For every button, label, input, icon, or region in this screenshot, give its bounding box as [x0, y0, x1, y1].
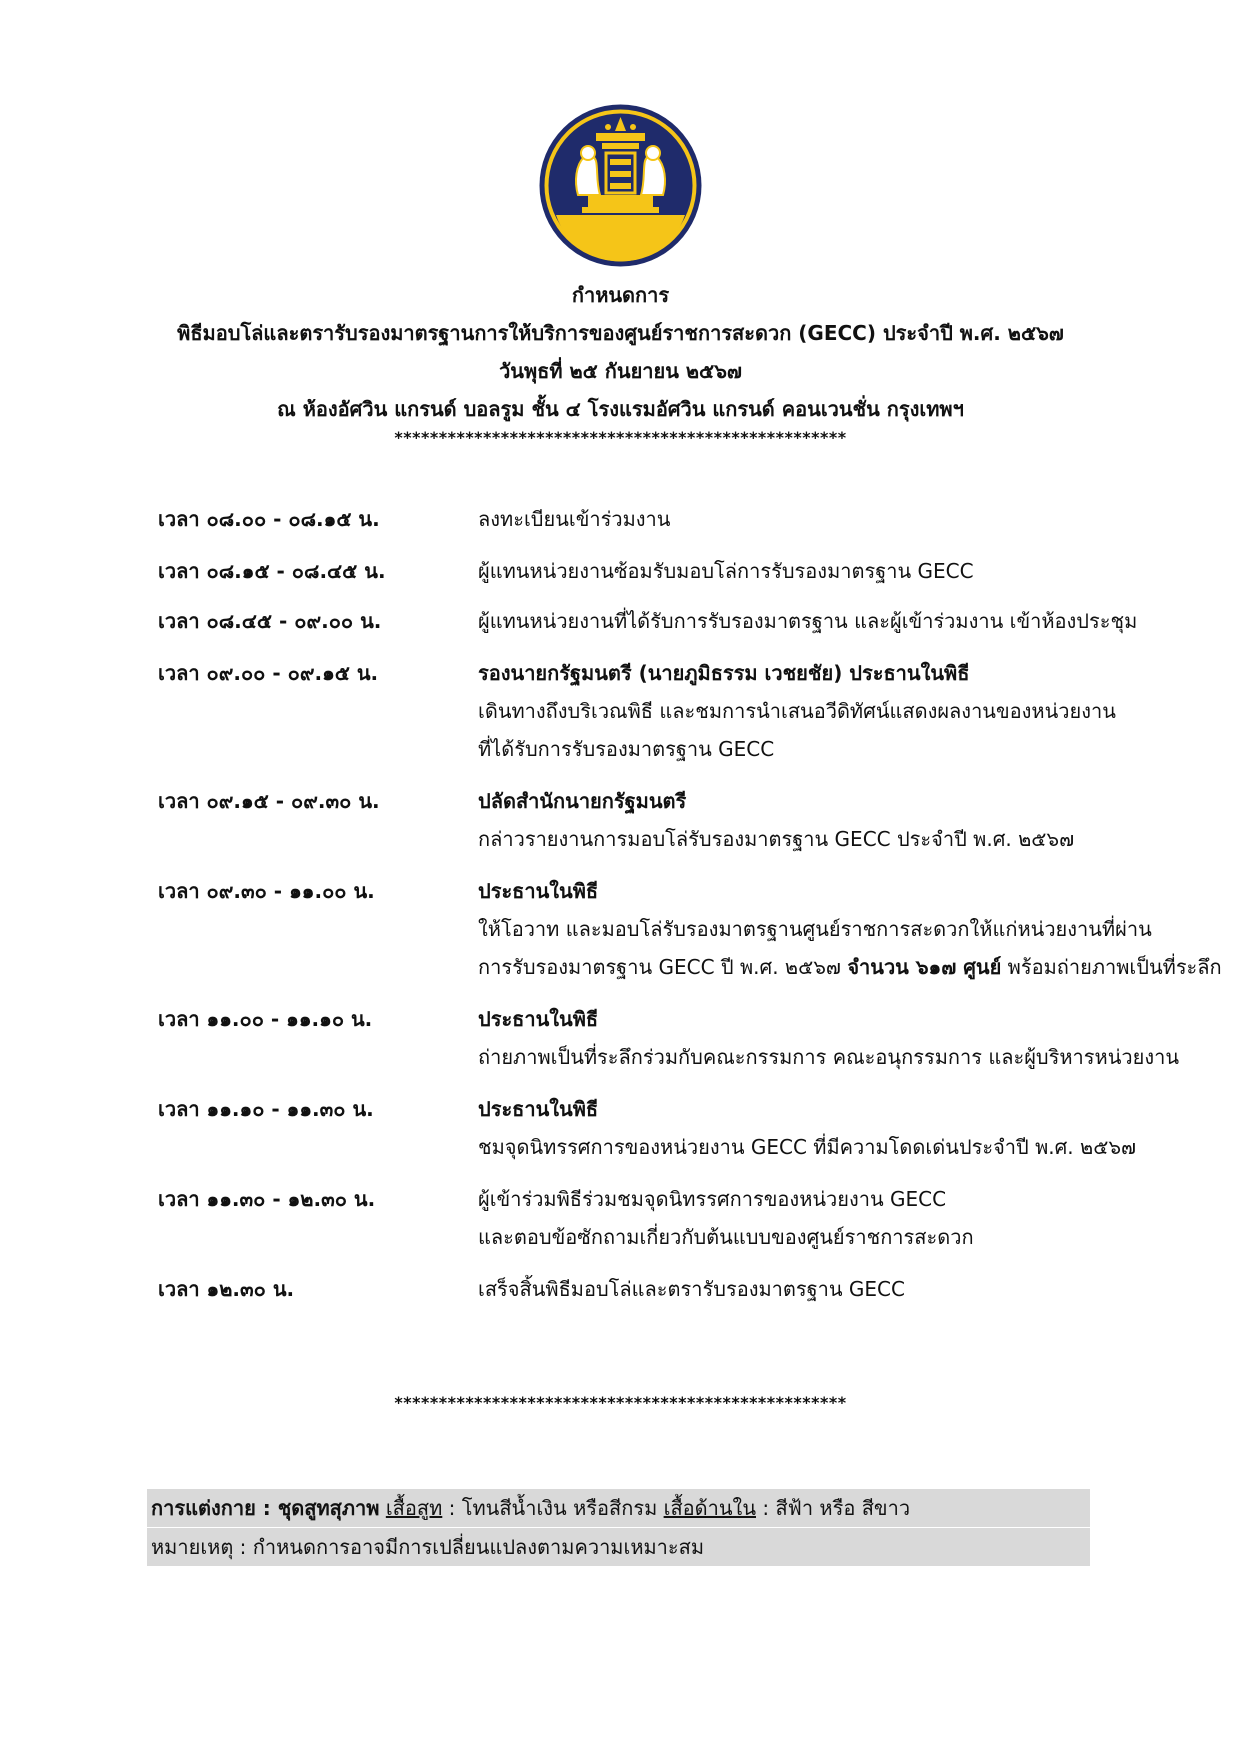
- schedule-line: ผู้เข้าร่วมพิธีร่วมชมจุดนิทรรศการของหน่วยงาน GECC: [478, 1187, 947, 1211]
- schedule-detail: [478, 1180, 1188, 1256]
- schedule-line: ผู้แทนหน่วยงานที่ได้รับการรับรองมาตรฐาน และผู้เข้าร่วมงาน เข้าห้องประชุม: [478, 609, 1138, 633]
- schedule-heading: ปลัดสำนักนายกรัฐมนตรี: [478, 789, 687, 813]
- center-count: จำนวน ๖๑๗ ศูนย์: [847, 955, 1002, 979]
- schedule-time: เวลา ๑๑.๐๐ - ๑๑.๑๐ น.: [158, 1007, 373, 1031]
- schedule-line: ถ่ายภาพเป็นที่ระลึกร่วมกับคณะกรรมการ คณะอนุกรรมการ และผู้บริหารหน่วยงาน: [478, 1045, 1179, 1069]
- schedule-row: [158, 1180, 1188, 1256]
- schedule-line: ที่ได้รับการรับรองมาตรฐาน GECC: [478, 737, 775, 761]
- schedule-line-text: การรับรองมาตรฐาน GECC ปี พ.ศ. ๒๕๖๗: [478, 955, 848, 979]
- schedule-time: เวลา ๑๑.๓๐ - ๑๒.๓๐ น.: [158, 1187, 376, 1211]
- schedule-row: [158, 552, 1188, 590]
- schedule-time: เวลา ๑๒.๓๐ น.: [158, 1277, 295, 1301]
- schedule-line: ให้โอวาท และมอบโล่รับรองมาตรฐานศูนย์ราชการสะดวกให้แก่หน่วยงานที่ผ่าน: [478, 917, 1152, 941]
- event-date: วันพุธที่ ๒๕ กันยายน ๒๕๖๗: [499, 359, 742, 383]
- schedule-line: เสร็จสิ้นพิธีมอบโล่และตรารับรองมาตรฐาน GECC: [478, 1277, 905, 1301]
- separator-bottom: ***************************************************: [394, 1393, 847, 1412]
- inner-shirt-label: เสื้อด้านใน: [663, 1496, 756, 1520]
- schedule-heading: ประธานในพิธี: [478, 1007, 599, 1031]
- schedule-time: เวลา ๐๙.๐๐ - ๐๙.๑๕ น.: [158, 661, 379, 685]
- schedule-line: ผู้แทนหน่วยงานซ้อมรับมอบโล่การรับรองมาตรฐาน GECC: [478, 559, 974, 583]
- schedule-line-text: พร้อมถ่ายภาพเป็นที่ระลึก: [1001, 955, 1222, 979]
- schedule-heading: ประธานในพิธี: [478, 879, 599, 903]
- schedule-time: เวลา ๑๑.๑๐ - ๑๑.๓๐ น.: [158, 1097, 374, 1121]
- schedule-list: [158, 500, 1222, 1308]
- dress-code-line: [147, 1489, 1090, 1527]
- schedule-detail: [478, 1270, 1188, 1308]
- separator-top: ***************************************************: [394, 428, 847, 447]
- schedule-time: เวลา ๐๙.๑๕ - ๐๙.๓๐ น.: [158, 789, 380, 813]
- schedule-row: [158, 1270, 1188, 1308]
- schedule-line: กล่าวรายงานการมอบโล่รับรองมาตรฐาน GECC ประจำปี พ.ศ. ๒๕๖๗: [478, 827, 1075, 851]
- schedule-time: เวลา ๐๙.๓๐ - ๑๑.๐๐ น.: [158, 879, 375, 903]
- note-line: หมายเหตุ : กำหนดการอาจมีการเปลี่ยนแปลงตามความเหมาะสม: [147, 1528, 1090, 1566]
- event-title: พิธีมอบโล่และตรารับรองมาตรฐานการให้บริการของศูนย์ราชการสะดวก (GECC) ประจำปี พ.ศ. ๒๕๖๗: [177, 321, 1064, 345]
- schedule-row: [158, 500, 1188, 538]
- schedule-detail: [478, 1000, 1188, 1076]
- schedule-time: เวลา ๐๘.๐๐ - ๐๘.๑๕ น.: [158, 507, 380, 531]
- schedule-heading: ประธานในพิธี: [478, 1097, 599, 1121]
- schedule-line: ชมจุดนิทรรศการของหน่วยงาน GECC ที่มีความโดดเด่นประจำปี พ.ศ. ๒๕๖๗: [478, 1135, 1137, 1159]
- schedule-row: [158, 602, 1188, 640]
- schedule-detail: [478, 602, 1188, 640]
- schedule-heading: รองนายกรัฐมนตรี (นายภูมิธรรม เวชยชัย) ประธานในพิธี: [478, 661, 970, 685]
- schedule-row: [158, 1000, 1188, 1076]
- schedule-row: [158, 872, 1222, 986]
- schedule-detail: [478, 872, 1222, 986]
- schedule-detail: [478, 782, 1188, 858]
- schedule-line: [478, 948, 1222, 986]
- dress-code-box: [147, 1489, 1090, 1566]
- schedule-line: ลงทะเบียนเข้าร่วมงาน: [478, 507, 671, 531]
- inner-shirt-value: : สีฟ้า หรือ สีขาว: [756, 1496, 911, 1520]
- schedule-time: เวลา ๐๘.๑๕ - ๐๘.๔๕ น.: [158, 559, 386, 583]
- schedule-detail: [478, 654, 1188, 768]
- schedule-row: [158, 654, 1188, 768]
- page-title: กำหนดการ: [571, 283, 670, 307]
- schedule-row: [158, 782, 1188, 858]
- schedule-time: เวลา ๐๘.๔๕ - ๐๙.๐๐ น.: [158, 609, 382, 633]
- dress-code-label: การแต่งกาย : ชุดสูทสุภาพ: [151, 1496, 380, 1520]
- schedule-row: [158, 1090, 1188, 1166]
- government-seal-emblem: [538, 103, 703, 268]
- schedule-detail: [478, 500, 1188, 538]
- schedule-line: เดินทางถึงบริเวณพิธี และชมการนำเสนอวีดิทัศน์แสดงผลงานของหน่วยงาน: [478, 699, 1116, 723]
- event-venue: ณ ห้องอัศวิน แกรนด์ บอลรูม ชั้น ๔ โรงแรมอัศวิน แกรนด์ คอนเวนชั่น กรุงเทพฯ: [277, 397, 964, 421]
- jacket-value: : โทนสีน้ำเงิน หรือสีกรม: [442, 1496, 664, 1520]
- schedule-line: และตอบข้อซักถามเกี่ยวกับต้นแบบของศูนย์ราชการสะดวก: [478, 1225, 974, 1249]
- jacket-label: เสื้อสูท: [385, 1496, 443, 1520]
- schedule-detail: [478, 552, 1188, 590]
- schedule-detail: [478, 1090, 1188, 1166]
